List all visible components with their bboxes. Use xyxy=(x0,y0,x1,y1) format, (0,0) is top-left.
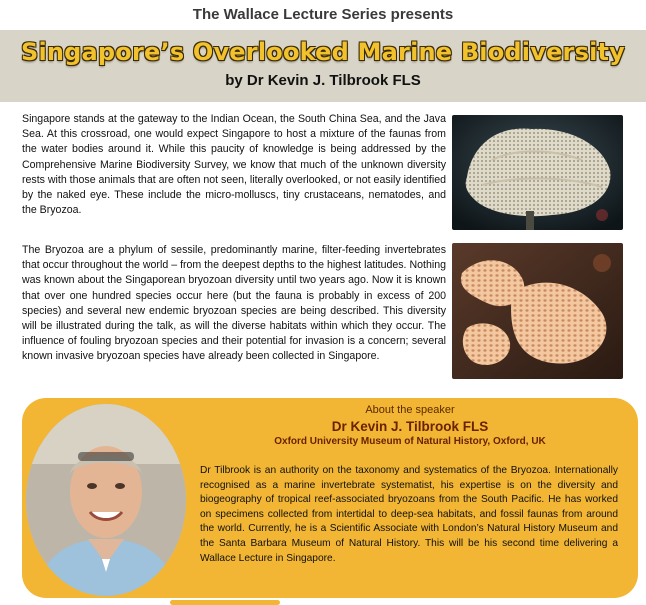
series-heading: The Wallace Lecture Series presents xyxy=(192,6,454,23)
lecture-byline: by Dr Kevin J. Tilbrook FLS xyxy=(225,72,421,89)
coral-photo xyxy=(452,115,623,230)
bryozoan-photo xyxy=(452,243,623,379)
lecture-title: Singapore’s Overlooked Marine Biodiversity xyxy=(20,38,626,66)
speaker-bio: Dr Tilbrook is an authority on the taxonomy and systematics of the Bryozoa. Internationally recognised as a marine invertebrate systematist, his expertise is on the diversity and biogeography of tropical reef-associated bryozoans from the South Pacific. He has worked on specimens collected from intertidal to deep-sea habitats, and fossil faunas from around the world. Currently, he is a Scientific Associate with London’s Natural History Museum and the Santa Barbara Museum of Natural History. This will be his second time delivering a Wallace Lecture in Singapore. xyxy=(200,465,618,564)
speaker-name: Dr Kevin J. Tilbrook FLS xyxy=(331,419,489,434)
speaker-affiliation: Oxford University Museum of Natural History, Oxford, UK xyxy=(274,436,546,447)
title-banner xyxy=(0,30,646,102)
bryozoa-paragraph: The Bryozoa are a phylum of sessile, predominantly marine, filter-feeding invertebrates that occur throughout the world – from the deepest depths to the highest latitudes. Nothing was known about the Singaporean bryozoan diversity until two years ago. Now it is known that over one hundred species occur here (but the fauna is probably in excess of 200 species) and several new endemic bryozoan species are being described. This diversity will be illustrated during the talk, as will the diverse habitats within which they occur. The influence of fouling bryozoan species and their potential for invasion is a concern; several known invasive bryozoan species have already been collected in Singapore. xyxy=(22,244,446,363)
speaker-portrait xyxy=(26,404,186,596)
about-speaker-heading: About the speaker xyxy=(365,404,455,416)
intro-paragraph: Singapore stands at the gateway to the Indian Ocean, the South China Sea, and the Java Sea. At this crossroad, one would expect Singapore to host a mixture of the faunas from the water bodies around it. While this paucity of knowledge is being addressed by the Comprehensive Marine Biodiversity Survey, we know that much of the unknown diversity rests with those animals that are often not seen, literally overlooked, or not easily identified by the naked eye. These include the micro-molluscs, tiny crustaceans, nematodes, and the Bryozoa. xyxy=(22,113,446,217)
bottom-decoration xyxy=(170,600,280,605)
